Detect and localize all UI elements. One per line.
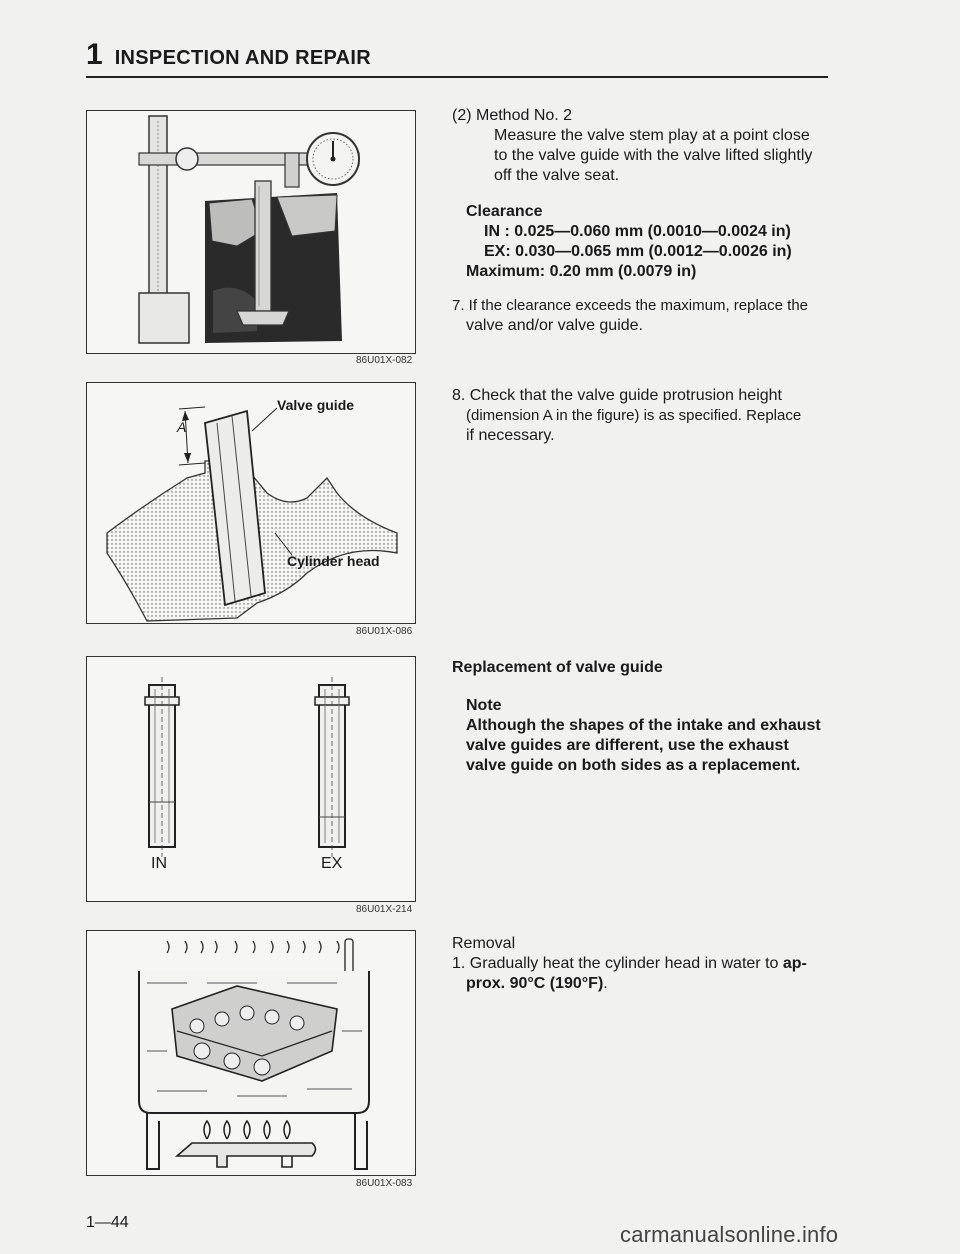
chapter-header — [86, 38, 371, 72]
method2-line1: Measure the valve stem play at a point close — [494, 127, 810, 144]
figure-valve-guide-protrusion — [86, 382, 416, 624]
clearance-ex: EX: 0.030—0.065 mm (0.0012—0.0026 in) — [484, 243, 792, 260]
step8-line1: 8. Check that the valve guide protrusion height — [452, 387, 782, 404]
step7-line2: valve and/or valve guide. — [466, 317, 643, 334]
method2-line3: off the valve seat. — [494, 167, 620, 184]
valve-guide-label: Valve guide — [277, 397, 355, 413]
clearance-label: Clearance — [466, 203, 543, 220]
header-rule — [86, 76, 828, 78]
clearance-max: Maximum: 0.20 mm (0.0079 in) — [466, 263, 697, 280]
note-line1: Although the shapes of the intake and exhaust — [466, 717, 821, 734]
figure-code: 86U01X-083 — [356, 1178, 413, 1189]
figure-code: 86U01X-082 — [356, 355, 413, 366]
removal-step1-line1: 1. Gradually heat the cylinder head in water to ap- — [452, 955, 807, 972]
page-number: 1—44 — [86, 1214, 129, 1231]
dimension-a-label: A — [177, 419, 187, 435]
figure-dial-indicator — [86, 110, 416, 354]
watermark: carmanualsonline.info — [620, 1222, 839, 1247]
chapter-number: 1 — [86, 38, 103, 71]
in-label: IN — [151, 855, 167, 872]
replacement-heading: Replacement of valve guide — [452, 659, 663, 676]
chapter-title: INSPECTION AND REPAIR — [114, 47, 372, 69]
figure-heating-cylinder-head — [86, 930, 416, 1176]
ex-label: EX — [321, 855, 343, 872]
removal-step1-line2: prox. 90°C (190°F). — [466, 975, 608, 992]
removal-heading: Removal — [452, 935, 516, 952]
figure-code: 86U01X-086 — [356, 626, 413, 637]
note-line3: valve guide on both sides as a replacement. — [466, 757, 801, 774]
method2-heading: (2) Method No. 2 — [452, 107, 573, 124]
cylinder-head-label: Cylinder head — [287, 553, 380, 569]
figure-code: 86U01X-214 — [356, 904, 413, 915]
step8-line3: if necessary. — [466, 427, 555, 444]
method2-line2: to the valve guide with the valve lifted slightly — [494, 147, 813, 164]
figure-valve-guides-in-ex — [86, 656, 416, 902]
note-label: Note — [466, 697, 502, 714]
note-line2: valve guides are different, use the exhaust — [466, 737, 789, 754]
step7-line1: 7. If the clearance exceeds the maximum, replace the — [452, 297, 809, 314]
step8-line2: (dimension A in the figure) is as specified. Replace — [466, 407, 802, 424]
clearance-in: IN : 0.025—0.060 mm (0.0010—0.0024 in) — [484, 223, 791, 240]
